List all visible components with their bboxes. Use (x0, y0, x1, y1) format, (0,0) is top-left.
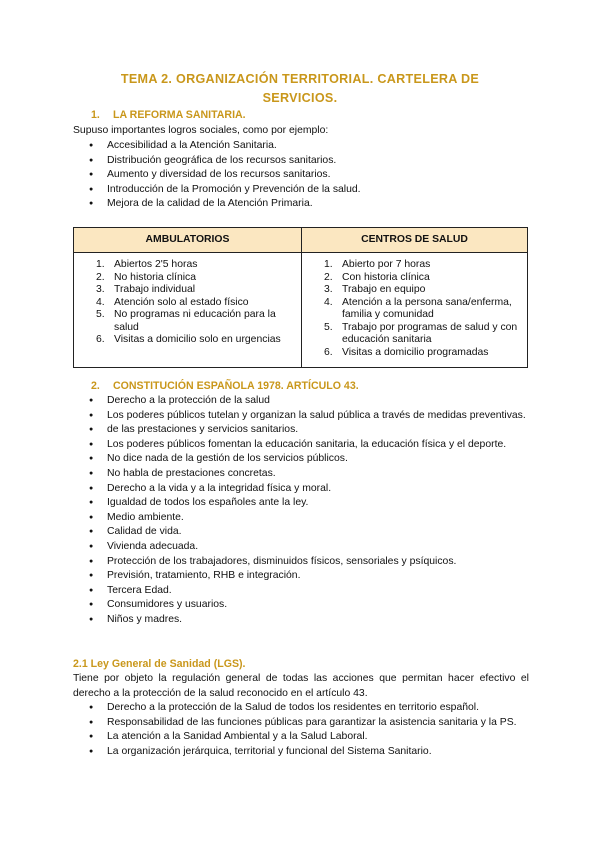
list-item: ● No habla de prestaciones concretas. (73, 467, 529, 482)
section-1-title: LA REFORMA SANITARIA. (113, 109, 246, 121)
list-item: ● Responsabilidad de las funciones públicas para garantizar la asistencia sanitaria y la PS. (73, 716, 529, 731)
list-item: ● Derecho a la protección de la Salud de todos los residentes en territorio español. (73, 701, 529, 716)
comparison-table (73, 227, 528, 368)
list-item: ● Calidad de vida. (73, 525, 529, 540)
list-item: ● No dice nada de la gestión de los servicios públicos. (73, 452, 529, 467)
list-item: ● de las prestaciones y servicios sanitarios. (73, 423, 529, 438)
list-item: ● Accesibilidad a la Atención Sanitaria. (73, 139, 529, 154)
list-item-text: Visitas a domicilio programadas (342, 346, 489, 358)
list-item: 6. Visitas a domicilio solo en urgencias (96, 334, 281, 345)
section-1-heading (91, 108, 246, 123)
table-header-row (74, 228, 528, 253)
list-item: 5. No programas ni educación para la salud (96, 309, 276, 333)
section-2-list (73, 394, 529, 628)
section-1-intro: Supuso importantes logros sociales, como por ejemplo: (73, 125, 329, 136)
list-item: ● Introducción de la Promoción y Prevención de la salud. (73, 183, 529, 198)
list-item: ● Vivienda adecuada. (73, 540, 529, 555)
list-item: ● Mejora de la calidad de la Atención Primaria. (73, 197, 529, 212)
ambulatorios-list (80, 259, 295, 347)
list-item: ● Los poderes públicos fomentan la educación sanitaria, la educación física y el deporte. (73, 438, 529, 453)
section-1-list (73, 139, 529, 212)
list-item: ● Previsión, tratamiento, RHB e integración. (73, 569, 529, 584)
section-2-heading (91, 379, 359, 394)
centros-cell (302, 253, 528, 368)
list-item: ● Medio ambiente. (73, 511, 529, 526)
list-item: 5. Trabajo por programas de salud y con educación sanitaria (324, 321, 518, 345)
section-2-number: 2. (91, 380, 100, 392)
section-2-1-list (73, 701, 529, 759)
list-item-text: Con historia clínica (342, 271, 430, 283)
list-item-text: Trabajo por programas de salud y con educación sanitaria (342, 321, 518, 345)
ambulatorios-cell (74, 253, 302, 368)
list-item: 2. Con historia clínica (324, 271, 430, 283)
section-2-1-intro: Tiene por objeto la regulación general de todas las acciones que permitan hacer efectivo el derecho a la protección de la salud reconocido en el artículo 43. (73, 673, 529, 699)
list-item: ● La atención a la Sanidad Ambiental y a la Salud Laboral. (73, 730, 529, 745)
list-item-text: Trabajo en equipo (342, 284, 426, 295)
list-item: ● Niños y madres. (73, 613, 529, 628)
list-item-text: Abiertos 2'5 horas (114, 259, 198, 270)
list-item: 3. Trabajo en equipo (324, 284, 426, 295)
list-item: 4. Atención a la persona sana/enferma, familia y comunidad (324, 296, 512, 320)
list-item-text: Visitas a domicilio solo en urgencias (114, 334, 281, 345)
list-item-text: Atención solo al estado físico (114, 296, 249, 308)
list-item: 2. No historia clínica (96, 271, 197, 283)
list-item: ● Los poderes públicos tutelan y organizan la salud pública a través de medidas preventivas. (73, 409, 529, 424)
list-item-text: Trabajo individual (114, 284, 196, 295)
list-item: ● La organización jerárquica, territorial y funcional del Sistema Sanitario. (73, 745, 529, 760)
list-item: 1. Abierto por 7 horas (324, 259, 431, 270)
section-2-title: CONSTITUCIÓN ESPAÑOLA 1978. ARTÍCULO 43. (113, 380, 359, 392)
list-item: ● Tercera Edad. (73, 584, 529, 599)
table-header-ambulatorios: AMBULATORIOS (74, 228, 302, 253)
list-item: ● Protección de los trabajadores, disminuidos físicos, sensoriales y psíquicos. (73, 555, 529, 570)
list-item: 4. Atención solo al estado físico (96, 296, 249, 308)
list-item: ● Consumidores y usuarios. (73, 598, 529, 613)
table-header-centros: CENTROS DE SALUD (302, 228, 528, 253)
list-item: ● Derecho a la vida y a la integridad física y moral. (73, 482, 529, 497)
page-title: TEMA 2. ORGANIZACIÓN TERRITORIAL. CARTELERA DE SERVICIOS. (120, 72, 480, 105)
section-2-1-heading: 2.1 Ley General de Sanidad (LGS). (73, 658, 246, 670)
list-item-text: Atención a la persona sana/enferma, familia y comunidad (342, 296, 512, 320)
list-item: ● Igualdad de todos los españoles ante la ley. (73, 496, 529, 511)
centros-list (308, 259, 521, 359)
list-item: ● Distribución geográfica de los recursos sanitarios. (73, 154, 529, 169)
table-row (74, 253, 528, 368)
list-item-text: Abierto por 7 horas (342, 259, 431, 270)
list-item: ● Derecho a la protección de la salud (73, 394, 529, 409)
list-item: 6. Visitas a domicilio programadas (324, 346, 489, 358)
list-item: ● Aumento y diversidad de los recursos sanitarios. (73, 168, 529, 183)
list-item-text: No historia clínica (114, 271, 197, 283)
list-item: 3. Trabajo individual (96, 284, 196, 295)
list-item-text: No programas ni educación para la salud (114, 309, 276, 333)
section-1-number: 1. (91, 109, 100, 121)
list-item: 1. Abiertos 2'5 horas (96, 259, 198, 270)
